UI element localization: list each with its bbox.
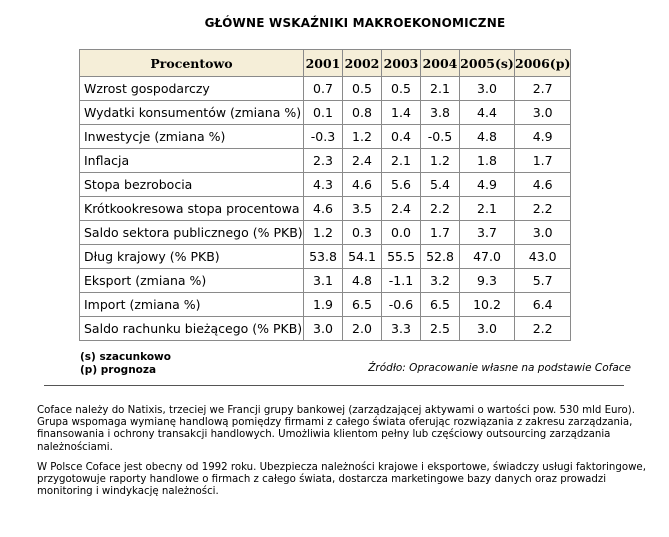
note-forecast: (p) prognoza (80, 364, 157, 376)
header-cell: 2006(p) (515, 50, 571, 77)
value-cell: 4.6 (304, 197, 343, 221)
value-cell: 3.0 (304, 317, 343, 341)
table-row (80, 125, 571, 149)
value-cell: 2.2 (515, 197, 571, 221)
row-label-cell: Inwestycje (zmiana %) (80, 125, 304, 149)
value-cell: 0.5 (382, 77, 421, 101)
value-cell: 6.5 (421, 293, 460, 317)
value-cell: 1.7 (515, 149, 571, 173)
row-label-cell: Eksport (zmiana %) (80, 269, 304, 293)
value-cell: 2.3 (304, 149, 343, 173)
value-cell: 2.4 (343, 149, 382, 173)
row-label-cell: Saldo sektora publicznego (% PKB) (80, 221, 304, 245)
value-cell: 4.8 (460, 125, 515, 149)
value-cell: 5.4 (421, 173, 460, 197)
value-cell: 0.0 (382, 221, 421, 245)
paragraph-coface: Coface należy do Natixis, trzeciej we Francji grupy bankowej (zarządzającej aktywami o wartości pow. 530 mld Euro). Grupa wspomaga wymianę handlową pomiędzy firmami z całego świata oferując rozwiązania z zakresu zarządzania, finansowania i ochrony transakcji handlowych. Umożliwia klientom pełny lub częściowy outsourcing zarządzania należnościami. (37, 405, 635, 453)
header-cell: 2005(s) (460, 50, 515, 77)
value-cell: 2.2 (421, 197, 460, 221)
value-cell: 1.2 (304, 221, 343, 245)
table-row (80, 197, 571, 221)
value-cell: -0.3 (304, 125, 343, 149)
value-cell: 4.6 (343, 173, 382, 197)
value-cell: 3.0 (515, 221, 571, 245)
value-cell: 3.0 (460, 77, 515, 101)
value-cell: 3.2 (421, 269, 460, 293)
value-cell: 52.8 (421, 245, 460, 269)
value-cell: 2.1 (421, 77, 460, 101)
value-cell: -0.5 (421, 125, 460, 149)
value-cell: 3.3 (382, 317, 421, 341)
table-header-row (80, 50, 571, 77)
value-cell: -0.6 (382, 293, 421, 317)
value-cell: 4.9 (515, 125, 571, 149)
macro-indicators-table (79, 49, 571, 341)
row-label-cell: Wzrost gospodarczy (80, 77, 304, 101)
value-cell: 6.5 (343, 293, 382, 317)
value-cell: 55.5 (382, 245, 421, 269)
value-cell: 4.3 (304, 173, 343, 197)
row-label-cell: Inflacja (80, 149, 304, 173)
value-cell: 0.1 (304, 101, 343, 125)
page-title: GŁÓWNE WSKAŹNIKI MAKROEKONOMICZNE (204, 16, 506, 30)
value-cell: 2.5 (421, 317, 460, 341)
value-cell: 2.0 (343, 317, 382, 341)
table-row (80, 101, 571, 125)
value-cell: 3.0 (460, 317, 515, 341)
value-cell: 2.2 (515, 317, 571, 341)
header-cell: 2002 (343, 50, 382, 77)
table-row (80, 77, 571, 101)
header-cell: 2001 (304, 50, 343, 77)
value-cell: 0.8 (343, 101, 382, 125)
value-cell: 5.7 (515, 269, 571, 293)
value-cell: 53.8 (304, 245, 343, 269)
table-row (80, 245, 571, 269)
header-cell: 2003 (382, 50, 421, 77)
value-cell: 4.4 (460, 101, 515, 125)
value-cell: 3.7 (460, 221, 515, 245)
row-label-cell: Import (zmiana %) (80, 293, 304, 317)
value-cell: 2.1 (460, 197, 515, 221)
value-cell: 1.8 (460, 149, 515, 173)
value-cell: 1.7 (421, 221, 460, 245)
value-cell: 43.0 (515, 245, 571, 269)
row-label-cell: Stopa bezrobocia (80, 173, 304, 197)
row-label-cell: Saldo rachunku bieżącego (% PKB) (80, 317, 304, 341)
table-row (80, 317, 571, 341)
value-cell: 10.2 (460, 293, 515, 317)
value-cell: 0.5 (343, 77, 382, 101)
value-cell: 0.4 (382, 125, 421, 149)
note-estimate: (s) szacunkowo (80, 351, 171, 363)
table-row (80, 293, 571, 317)
value-cell: 6.4 (515, 293, 571, 317)
value-cell: 1.2 (343, 125, 382, 149)
table-row (80, 269, 571, 293)
value-cell: 2.4 (382, 197, 421, 221)
header-cell: Procentowo (80, 50, 304, 77)
value-cell: 3.8 (421, 101, 460, 125)
value-cell: 2.1 (382, 149, 421, 173)
row-label-cell: Dług krajowy (% PKB) (80, 245, 304, 269)
value-cell: 4.6 (515, 173, 571, 197)
value-cell: 4.8 (343, 269, 382, 293)
header-cell: 2004 (421, 50, 460, 77)
value-cell: 54.1 (343, 245, 382, 269)
table-row (80, 221, 571, 245)
value-cell: 1.2 (421, 149, 460, 173)
paragraph-coface-poland: W Polsce Coface jest obecny od 1992 roku. Ubezpiecza należności krajowe i eksportowe, świadczy usługi faktoringowe, przygotowuje raporty handlowe o firmach z całego świata, dostarcza marketingowe bazy danych oraz prowadzi monitoring i windykację należności. (37, 462, 646, 498)
value-cell: 0.3 (343, 221, 382, 245)
value-cell: 0.7 (304, 77, 343, 101)
value-cell: 3.0 (515, 101, 571, 125)
value-cell: 3.1 (304, 269, 343, 293)
value-cell: 4.9 (460, 173, 515, 197)
value-cell: 1.4 (382, 101, 421, 125)
table-row (80, 149, 571, 173)
value-cell: 47.0 (460, 245, 515, 269)
value-cell: 1.9 (304, 293, 343, 317)
value-cell: 9.3 (460, 269, 515, 293)
source-note: Źródło: Opracowanie własne na podstawie Coface (368, 362, 631, 374)
table-row (80, 173, 571, 197)
value-cell: 2.7 (515, 77, 571, 101)
row-label-cell: Krótkookresowa stopa procentowa (80, 197, 304, 221)
value-cell: 3.5 (343, 197, 382, 221)
divider (44, 385, 624, 386)
value-cell: -1.1 (382, 269, 421, 293)
value-cell: 5.6 (382, 173, 421, 197)
row-label-cell: Wydatki konsumentów (zmiana %) (80, 101, 304, 125)
